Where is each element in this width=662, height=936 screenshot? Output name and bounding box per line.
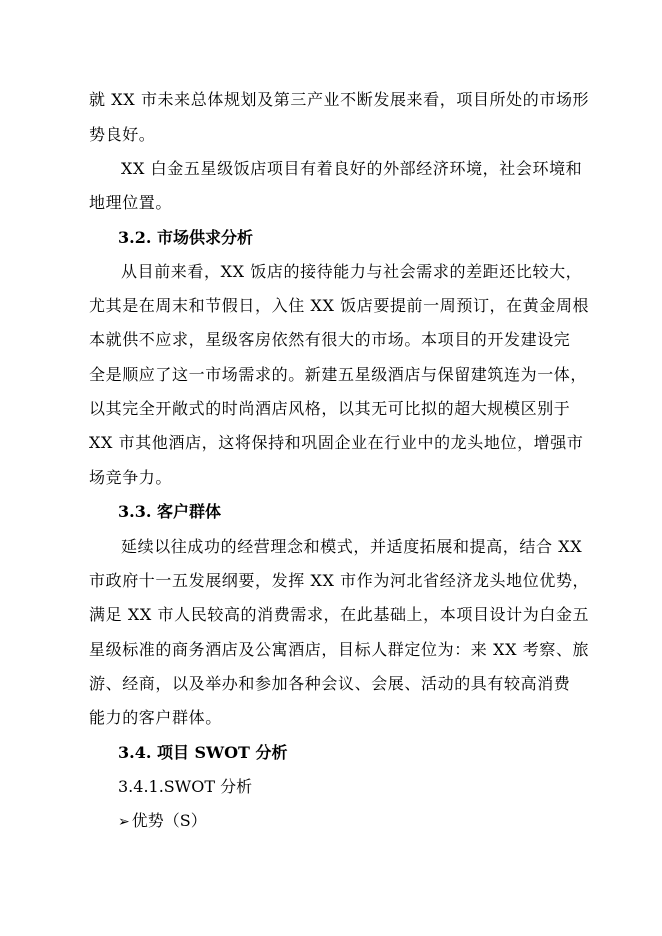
- section-heading-3-3: 3.3. 客户群体: [118, 502, 221, 521]
- subsection-heading-3-4-1: 3.4.1.SWOT 分析: [118, 777, 253, 796]
- paragraph-line: 地理位置。: [89, 193, 173, 212]
- paragraph-line: 尤其是在周末和节假日，入住 XX 饭店要提前一周预订，在黄金周根: [89, 296, 590, 315]
- paragraph-line: 从目前来看，XX 饭店的接待能力与社会需求的差距还比较大，: [121, 262, 583, 281]
- bullet-label: 优势（S）: [131, 811, 207, 830]
- paragraph-line: 满足 XX 市人民较高的消费需求，在此基础上，本项目设计为白金五: [89, 605, 590, 624]
- paragraph-line: 全是顺应了这一市场需求的。新建五星级酒店与保留建筑连为一体，: [89, 365, 588, 384]
- paragraph-line: XX 白金五星级饭店项目有着良好的外部经济环境，社会环境和: [121, 159, 583, 178]
- paragraph-line: XX 市其他酒店，这将保持和巩固企业在行业中的龙头地位，增强市: [89, 433, 584, 452]
- section-heading-3-4: 3.4. 项目 SWOT 分析: [118, 743, 288, 762]
- paragraph-line: 场竞争力。: [89, 468, 173, 487]
- paragraph-line: 本就供不应求，星级客房依然有很大的市场。本项目的开发建设完: [89, 330, 571, 349]
- paragraph-line: 就 XX 市未来总体规划及第三产业不断发展来看，项目所处的市场形: [89, 90, 590, 109]
- paragraph-line: 能力的客户群体。: [89, 708, 222, 727]
- paragraph-line: 游、经商，以及举办和参加各种会议、会展、活动的具有较高消费: [89, 674, 571, 693]
- bullet-item-strengths: [118, 811, 207, 832]
- paragraph-line: 延续以往成功的经营理念和模式，并适度拓展和提高，结合 XX: [121, 537, 583, 556]
- paragraph-line: 市政府十一五发展纲要，发挥 XX 市作为河北省经济龙头地位优势，: [89, 571, 590, 590]
- section-heading-3-2: 3.2. 市场供求分析: [118, 228, 253, 247]
- paragraph-line: 星级标准的商务酒店及公寓酒店，目标人群定位为：来 XX 考察、旅: [89, 640, 590, 659]
- paragraph-line: 以其完全开敞式的时尚酒店风格，以其无可比拟的超大规模区别于: [89, 399, 571, 418]
- paragraph-line: 势良好。: [89, 125, 156, 144]
- arrow-bullet-icon: ➢: [118, 814, 130, 830]
